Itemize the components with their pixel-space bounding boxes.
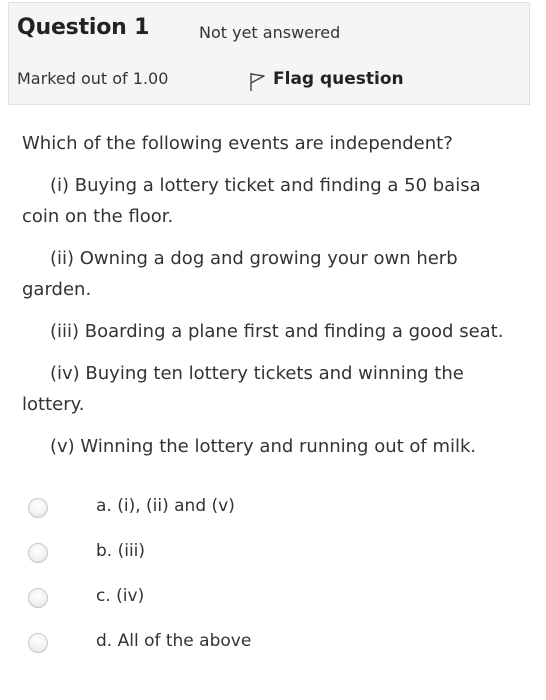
question-prompt: Which of the following events are independent? [22, 133, 453, 154]
question-item: (ii) Owning a dog and growing your own herb garden. [22, 248, 458, 300]
answer-option-c[interactable] [0, 580, 546, 625]
answer-label-d[interactable]: d. All of the above [96, 631, 252, 651]
answer-options [0, 490, 546, 670]
answer-option-b[interactable] [0, 535, 546, 580]
answer-label-b[interactable]: b. (iii) [96, 541, 146, 561]
answer-label-c[interactable]: c. (iv) [96, 586, 145, 606]
flag-outline-icon [249, 72, 267, 92]
question-info-panel [8, 2, 530, 105]
question-grade: Marked out of 1.00 [17, 69, 169, 88]
question-item: (iv) Buying ten lottery tickets and winning the lottery. [22, 363, 464, 415]
answer-option-a[interactable] [0, 490, 546, 535]
radio-button-c[interactable] [28, 588, 48, 608]
answer-label-a[interactable]: a. (i), (ii) and (v) [96, 496, 235, 516]
question-text [22, 128, 522, 473]
radio-button-d[interactable] [28, 633, 48, 653]
radio-button-b[interactable] [28, 543, 48, 563]
question-item: (v) Winning the lottery and running out of milk. [50, 436, 477, 457]
answer-option-d[interactable] [0, 625, 546, 670]
flag-question-button[interactable] [249, 66, 404, 92]
flag-question-label: Flag question [273, 69, 404, 89]
question-item: (iii) Boarding a plane first and finding a good seat. [50, 321, 504, 342]
question-number: Question 1 [17, 15, 150, 40]
question-item: (i) Buying a lottery ticket and finding a 50 baisa coin on the floor. [22, 175, 481, 227]
radio-button-a[interactable] [28, 498, 48, 518]
question-state: Not yet answered [199, 23, 341, 42]
